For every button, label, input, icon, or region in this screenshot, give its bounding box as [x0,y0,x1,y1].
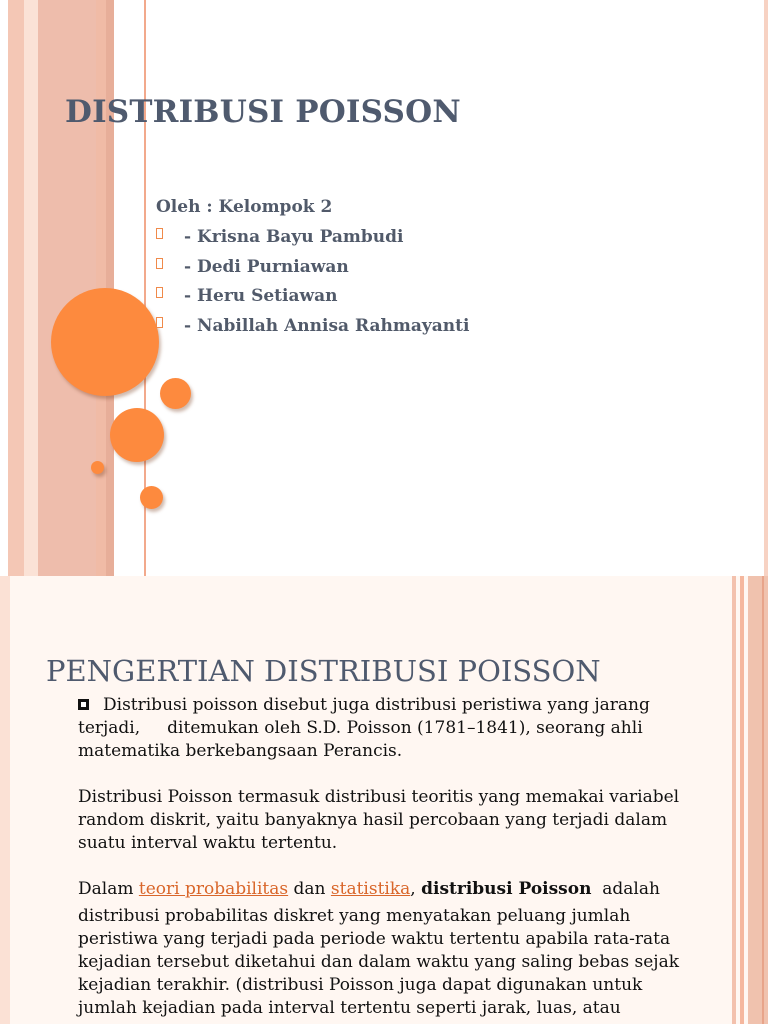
bullet-icon [156,287,163,298]
bullet-icon [156,228,163,239]
decor-stripe [740,576,744,1024]
link-probability-theory[interactable]: teori probabilitas [138,879,289,899]
byline: Oleh : Kelompok 2 [156,197,333,217]
decor-circle [51,288,159,396]
text-run: dan [288,879,331,899]
paragraph-line: distribusi probabilitas diskret yang menyatakan peluang jumlah [78,906,631,926]
member-item [156,316,469,346]
member-list [156,227,469,345]
paragraph-line [78,694,718,717]
decor-stripe [748,576,768,1024]
text-run: Distribusi poisson disebut juga distribusi peristiwa yang jarang [103,695,650,715]
body-text [78,694,718,1020]
square-bullet-icon [78,699,89,710]
section-heading: PENGERTIAN DISTRIBUSI POISSON [46,654,601,688]
paragraph-line: terjadi, ditemukan oleh S.D. Poisson (1781–1841), seorang ahli [78,718,643,738]
decor-circle [110,408,164,462]
decor-circle [160,378,191,409]
decor-stripe [24,0,38,576]
link-statistics[interactable]: statistika [330,879,411,899]
decor-stripe [8,0,24,576]
paragraph-line: Distribusi Poisson termasuk distribusi teoritis yang memakai variabel [78,787,680,807]
text-run: Dalam [78,879,139,899]
slide-title-heading: DISTRIBUSI POISSON [65,94,461,130]
bullet-icon [156,317,163,328]
bold-term: distribusi Poisson [421,879,592,899]
paragraph-line: matematika berkebangsaan Perancis. [78,741,403,761]
text-run: adalah [591,879,660,899]
decor-stripe [732,576,736,1024]
member-name: - Nabillah Annisa Rahmayanti [184,315,470,336]
bullet-icon [156,258,163,269]
paragraph-line [78,878,718,901]
decor-circle [140,486,163,509]
member-name: - Heru Setiawan [184,286,338,306]
slide-definition [0,576,768,1024]
paragraph-line: kejadian terakhir. (distribusi Poisson juga dapat digunakan untuk [78,975,643,995]
paragraph-line: random diskrit, yaitu banyaknya hasil percobaan yang terjadi dalam [78,810,668,830]
paragraph-line: jumlah kejadian pada interval tertentu seperti jarak, luas, atau [78,998,621,1018]
decor-circle [91,461,104,474]
paragraph-line: peristiwa yang terjadi pada periode waktu tertentu apabila rata-rata [78,929,671,949]
paragraph-line: kejadian tersebut diketahui dan dalam waktu yang saling bebas sejak [78,952,680,972]
decor-stripe [762,576,764,1024]
member-item [156,257,469,287]
decor-stripe [0,576,10,1024]
member-item [156,286,469,316]
member-name: - Dedi Purniawan [184,256,349,277]
member-name: - Krisna Bayu Pambudi [184,227,404,247]
author-block [156,197,469,345]
member-item [156,227,469,257]
text-run: , [410,879,422,899]
decor-stripe [0,0,8,576]
paragraph-line: suatu interval waktu tertentu. [78,833,338,853]
decor-stripe [764,0,768,576]
decor-stripe [38,0,96,576]
